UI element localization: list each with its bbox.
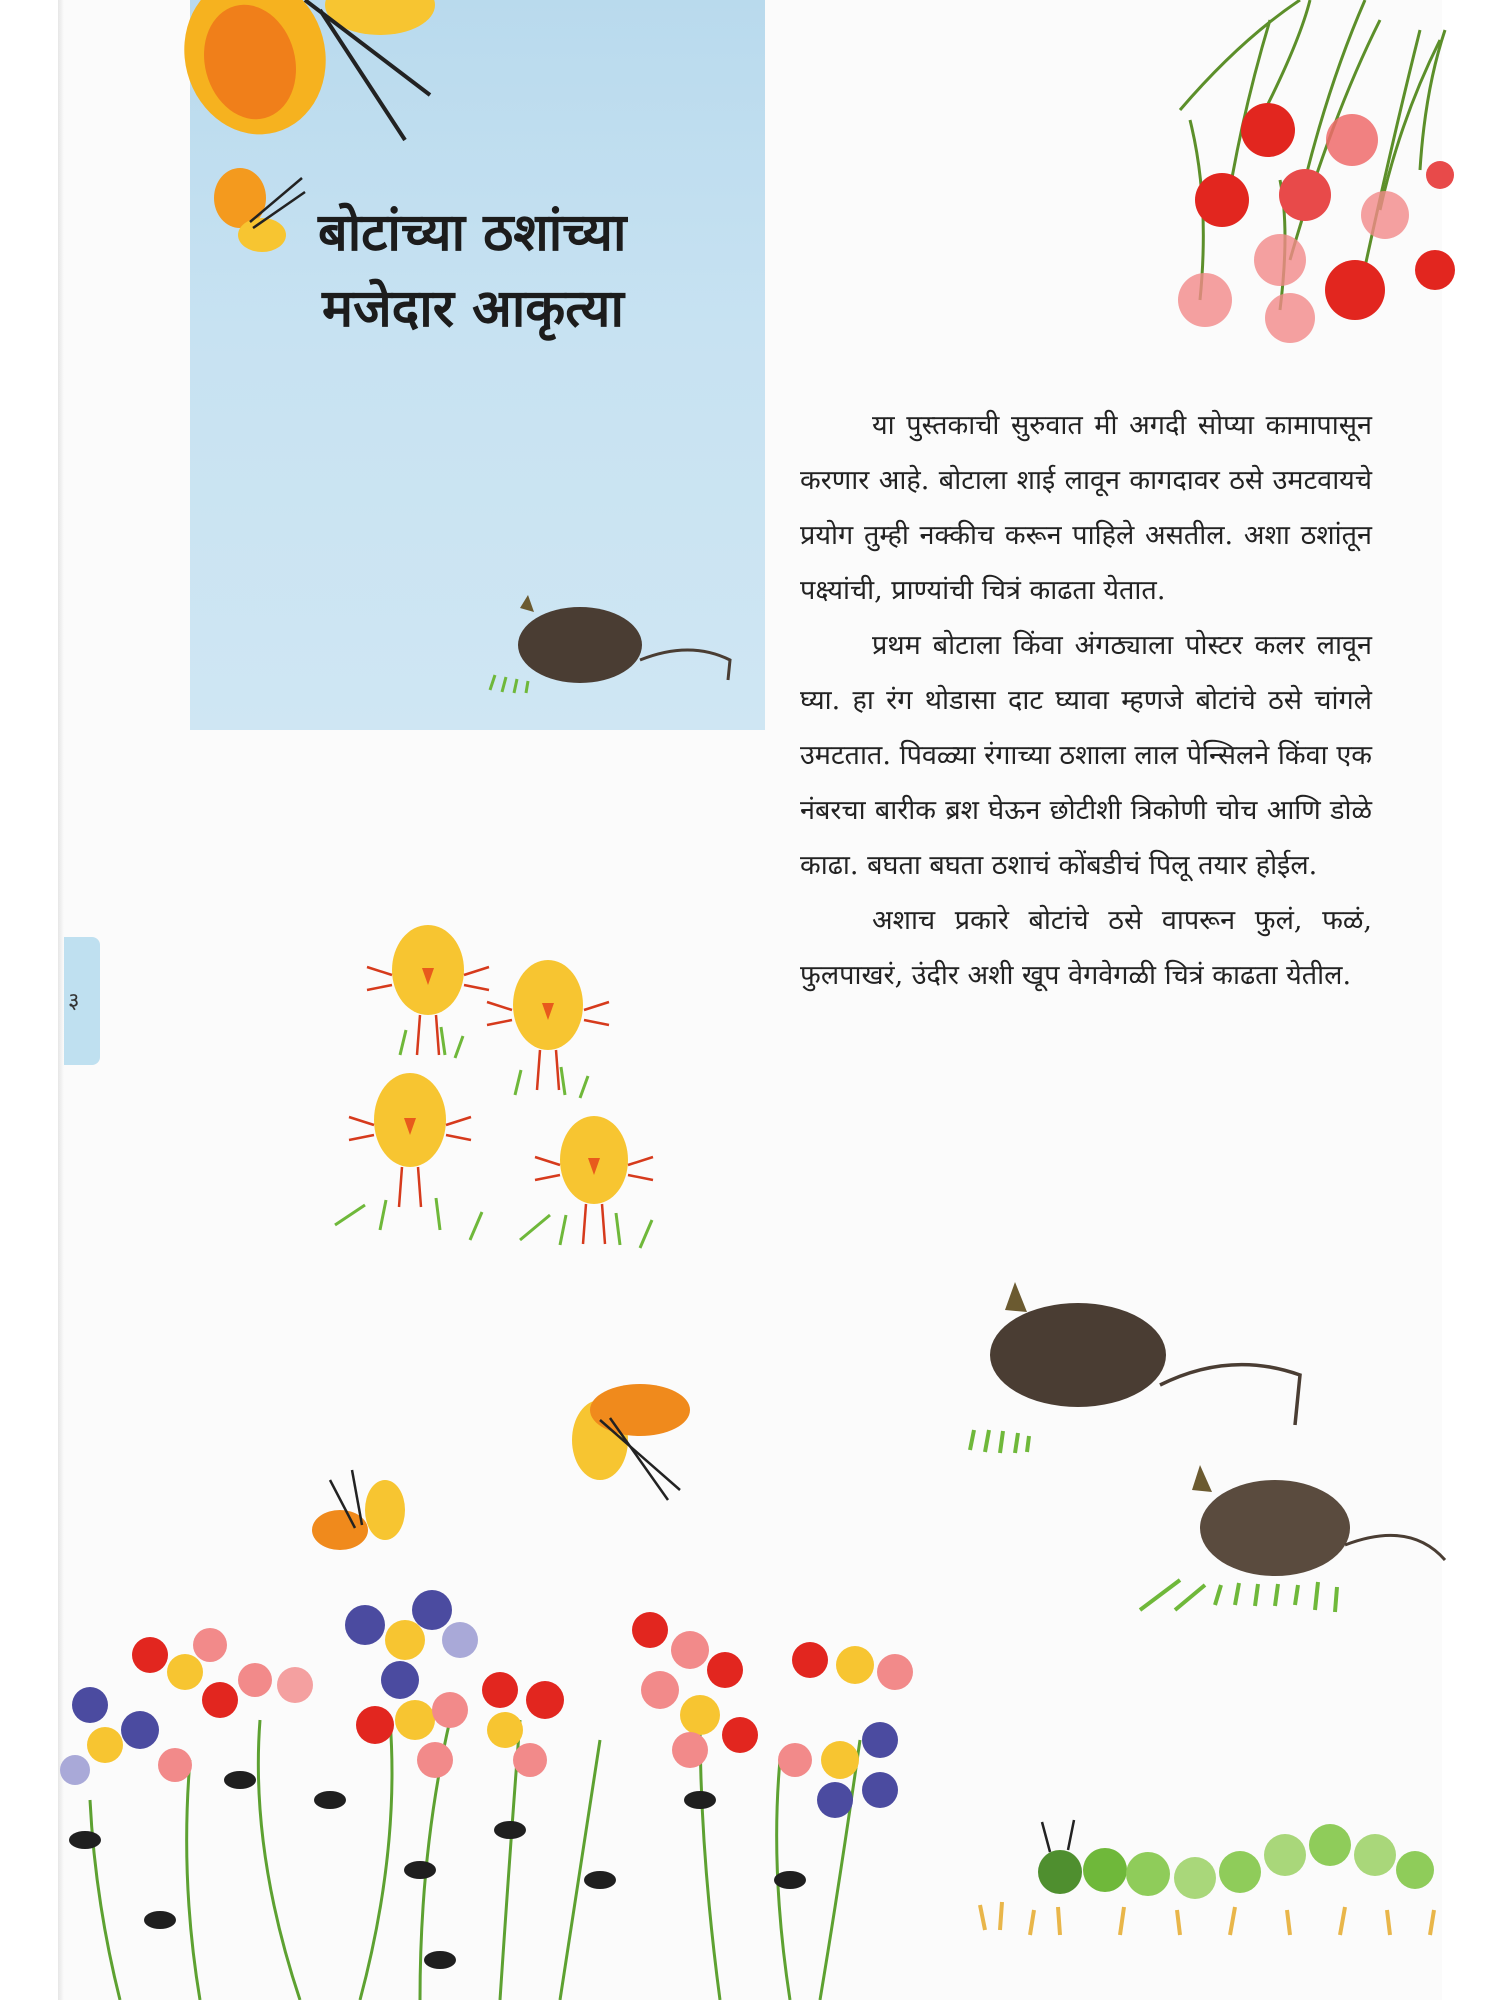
butterfly-icon xyxy=(167,0,435,150)
title-line-2: मजेदार आकृत्या xyxy=(322,279,624,339)
mouse-small-icon xyxy=(1140,1465,1445,1612)
page-title xyxy=(318,195,758,347)
title-line-1: बोटांच्या ठशांच्या xyxy=(318,203,627,263)
caterpillar-icon xyxy=(980,1820,1434,1935)
butterfly-orange-icon xyxy=(572,1384,690,1500)
paragraph-1: या पुस्तकाची सुरुवात मी अगदी सोप्या कामापासून करणार आहे. बोटाला शाई लावून कागदावर ठसे उमटवायचे प्रयोग तुम्ही नक्कीच करून पाहिले असतील. अशा ठशांतून पक्ष्यांची, प्राण्यांची चित्रं काढता येतात. xyxy=(800,410,1372,606)
page-number: ३ xyxy=(68,989,80,1014)
flowers-icon xyxy=(60,1590,913,2000)
small-butterfly-icon xyxy=(214,168,305,252)
chicks-icon xyxy=(335,925,653,1248)
mouse-large-icon xyxy=(970,1282,1300,1453)
cherries-icon xyxy=(1180,0,1445,310)
paragraph-3: अशाच प्रकारे बोटांचे ठसे वापरून फुलं, फळं, फुलपाखरं, उंदीर अशी खूप वेगवेगळी चित्रं काढता येतील. xyxy=(800,905,1372,991)
butterfly-small-icon xyxy=(312,1470,405,1550)
mouse-icon xyxy=(490,595,730,693)
body-text xyxy=(800,398,1372,1003)
paragraph-2: प्रथम बोटाला किंवा अंगठ्याला पोस्टर कलर लावून घ्या. हा रंग थोडासा दाट घ्यावा म्हणजे बोटांचे ठसे चांगले उमटतात. पिवळ्या रंगाच्या ठशाला लाल पेन्सिलने किंवा एक नंबरचा बारीक ब्रश घेऊन छोटीशी त्रिकोणी चोच आणि डोळे काढा. बघता बघता ठशाचं कोंबडीचं पिलू तयार होईल. xyxy=(800,630,1372,881)
